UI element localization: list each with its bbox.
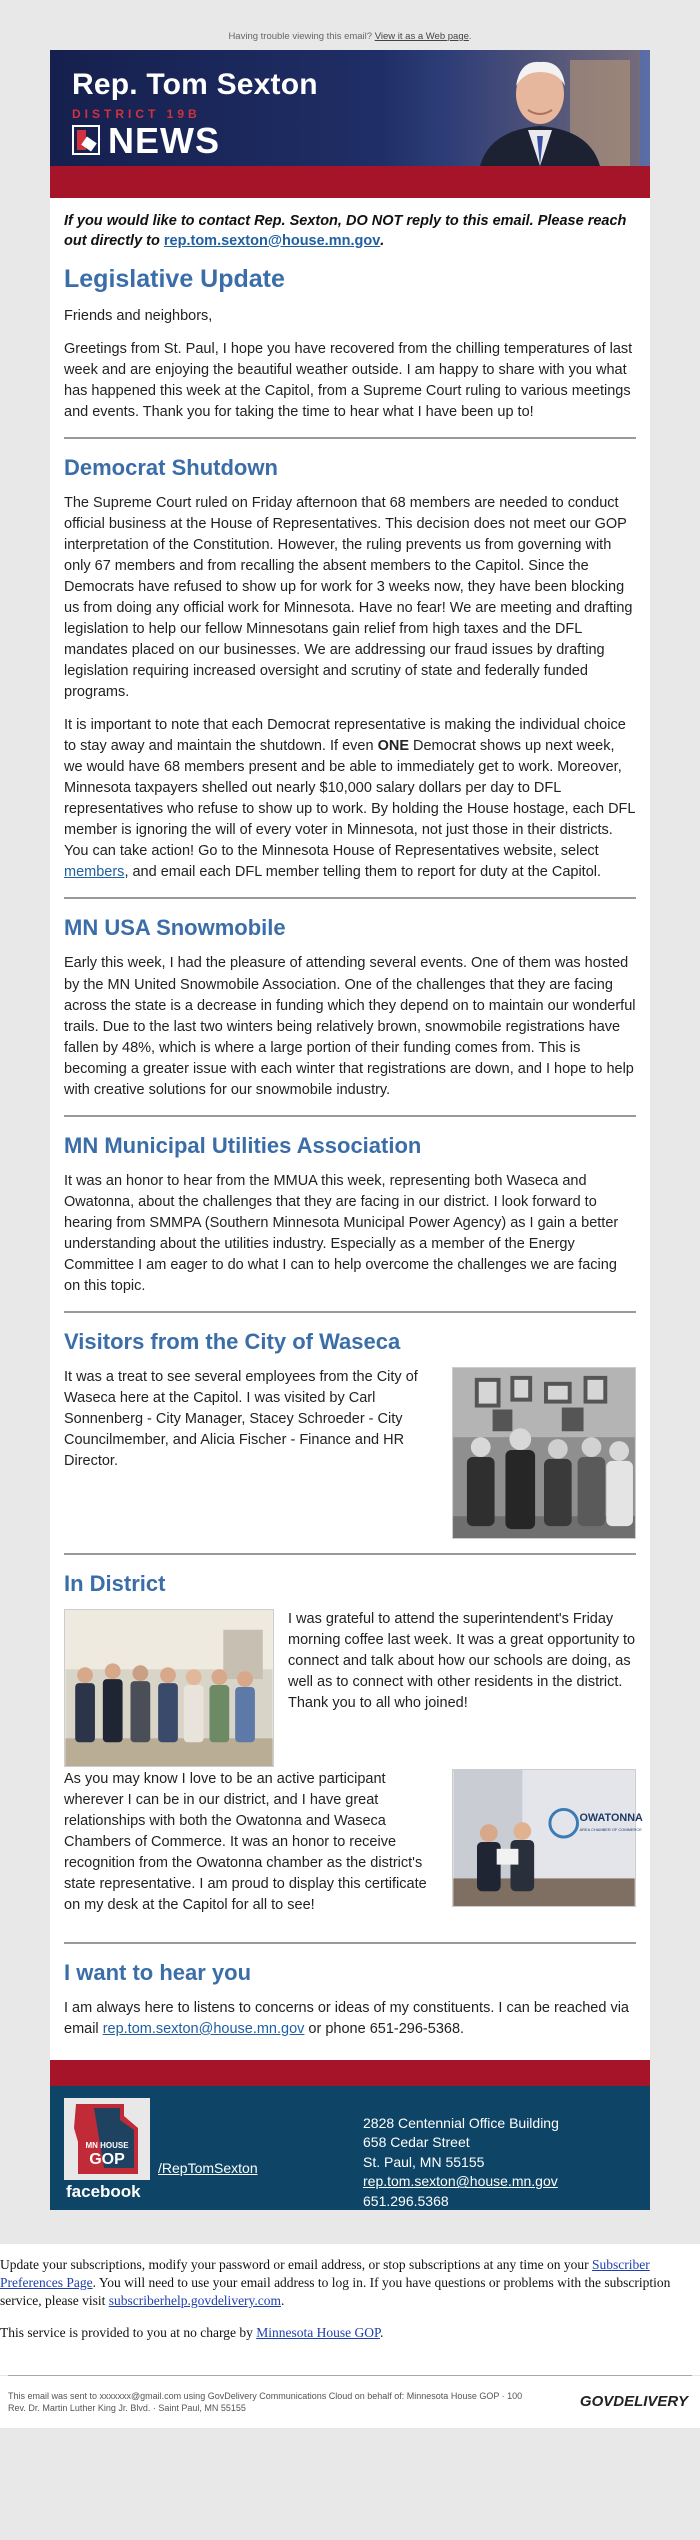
subscription-paragraph: Update your subscriptions, modify your password or email address, or stop subscriptions at any time on your Subscriber Preferences Page. You will need to use your email address to log in. If you have questions or problems with the subscription service, please visit subscriberhelp.govdelivery.com. (0, 2256, 671, 2309)
superintendent-coffee-photo (64, 1609, 274, 1767)
news-label: NEWS (108, 120, 220, 161)
subscription-info (0, 2244, 700, 2375)
shutdown-paragraph-2: It is important to note that each Democrat representative is making the individual choice to stay away and maintain the shutdown. If even ONE Democrat shows up next week, we would have 68 members present and be able to immediately get to work. Moreover, Minnesota taxpayers shelled out nearly $10,000 salary dollars per day to DFL representatives who refuse to show up to work. By holding the House hostage, each DFL member is ignoring the will of every voter in Minnesota, not just those in their districts. You can take action! Go to the Minnesota House of Representatives website, select members, and email each DFL member telling them to report for duty at the Capitol. (64, 717, 635, 881)
representative-portrait (440, 50, 640, 166)
mn-logo-icon (72, 125, 100, 155)
preheader-text: Having trouble viewing this email? (228, 31, 373, 42)
section-divider (64, 1942, 636, 1944)
provider-link[interactable]: Minnesota House GOP (256, 2325, 380, 2341)
waseca-row (64, 1367, 636, 1539)
in-district-title: In District (64, 1570, 166, 1596)
contact-note: If you would like to contact Rep. Sexton, DO NOT reply to this email. Please reach out directly to rep.tom.sexton@house.mn.gov. (64, 213, 627, 249)
snowmobile-paragraph: Early this week, I had the pleasure of attending several events. One of them was hosted by the MN United Snowmobile Association. One of the challenges that they are facing across the state is a decrease in funding which they depend on to maintain our wonderful trails. Due to the last two winters being relatively brown, snowmobile registrations have fallen by 48%, which is where a large portion of their funding comes from. This is becoming a greater issue with each winter that registrations are down, and I hope to help with creative solutions for our snowmobile industry. (64, 955, 636, 1098)
office-address (363, 2114, 559, 2212)
service-provider-paragraph: This service is provided to you at no charge by Minnesota House GOP. (0, 2325, 384, 2341)
waseca-title: Visitors from the City of Waseca (64, 1328, 401, 1354)
address-line-3: St. Paul, MN 55155 (363, 2153, 485, 2170)
logo-line-2: GOP (89, 2150, 125, 2168)
owatonna-sign-text: OWATONNA (579, 1811, 643, 1824)
section-divider (64, 1311, 636, 1313)
legislative-update-title: Legislative Update (64, 265, 285, 294)
intro-paragraph: Greetings from St. Paul, I hope you have recovered from the chilling temperatures of last week and are enjoying the beautiful weather outside. I am happy to share with you what has happened this week at the Capitol, from a Supreme Court ruling to various meetings and events. Thank you for taking the time to hear what I have been up to! (64, 341, 633, 421)
district-row-1 (64, 1609, 636, 1767)
representative-name: Rep. Tom Sexton (72, 68, 318, 101)
logo-line-1: MN HOUSE (85, 2140, 129, 2150)
govdelivery-logo[interactable]: GOVDELIVERY (579, 2392, 688, 2410)
header-red-bar (50, 166, 650, 198)
district-paragraph-2: As you may know I love to be an active participant wherever I can be in our district, and I have great relationships with both the Owatonna and Waseca Chambers of Commerce. It was an honor to receive recognition from the Owatonna chamber as the district's state representative. I am proud to display this certificate on my desk at the Capitol for all to see! (64, 1770, 427, 1913)
district-label: DISTRICT 19B (72, 107, 201, 121)
waseca-visitors-photo (452, 1367, 636, 1539)
legal-footer (0, 2376, 700, 2428)
district-paragraph-1: I was grateful to attend the superintendent's Friday morning coffee last week. It was a great opportunity to connect and talk about how our schools are doing, as well as to connect with other residents in the district. Thank you to all who joined! (288, 1610, 636, 1711)
footer (50, 2086, 650, 2210)
section-divider (64, 1553, 636, 1555)
footer-red-bar (50, 2060, 650, 2086)
footer-email-link[interactable]: rep.tom.sexton@house.mn.gov (363, 2173, 558, 2190)
header-banner (50, 50, 650, 166)
spacer (0, 2210, 700, 2244)
shutdown-title: Democrat Shutdown (64, 455, 278, 481)
hear-email-link[interactable]: rep.tom.sexton@house.mn.gov (102, 2020, 305, 2037)
utilities-paragraph: It was an honor to hear from the MMUA this week, representing both Waseca and Owatonna, about the challenges that they are facing in our district. I look forward to hearing from SMMPA (Southern Minnesota Municipal Power Agency) as I gain a better understanding about the utilities industry. Especially as a member of the Energy Committee I am eager to do what I can to help overcome the challenges we are facing on this topic. (64, 1172, 619, 1294)
facebook-icon[interactable]: facebook (66, 2181, 141, 2201)
owatonna-sign-subtext: AREA CHAMBER OF COMMERCE (579, 1826, 642, 1832)
district-row-2 (64, 1769, 643, 1928)
address-line-2: 658 Cedar Street (363, 2134, 470, 2151)
greeting: Friends and neighbors, (64, 308, 213, 325)
mn-house-gop-logo[interactable] (64, 2098, 150, 2180)
newsletter-content (50, 198, 650, 2060)
subscriber-preferences-link[interactable]: Subscriber Preferences Page (0, 2256, 650, 2291)
contact-email-link[interactable]: rep.tom.sexton@house.mn.gov (163, 232, 381, 249)
members-link[interactable]: members (64, 864, 125, 881)
section-divider (64, 1115, 636, 1117)
facebook-handle-link[interactable]: /RepTomSexton (158, 2159, 258, 2176)
legal-line-1: This email was sent to xxxxxxx@gmail.com using GovDelivery Communications Cloud on behalf of: Minnesota House GOP · 100 (8, 2390, 523, 2401)
email-body (50, 50, 650, 2210)
waseca-paragraph: It was a treat to see several employees from the City of Waseca here at the Capitol. I was visited by Carl Sonnenberg - City Manager, Stacey Schroeder - City Councilmember, and Alicia Fischer - Finance and HR Director. (64, 1368, 418, 1469)
shutdown-paragraph-1: The Supreme Court ruled on Friday afternoon that 68 members are needed to conduct official business at the House of Representatives. This decision does not meet our GOP interpretation of the Constitution. However, the ruling prevents us from governing with only 67 members and from recalling the absent members to the Capitol. Since the Democrats have refused to show up for work for 3 weeks now, they have been blocking us from doing any official work for Minnesota. Have no fear! We are meeting and drafting legislation to help our fellow Minnesotans gain relief from high taxes and the DFL mandates placed on our businesses. We are addressing our fraud issues by drafting legislation requiring increased oversight and scrutiny of state and federally funded programs. (64, 495, 633, 701)
section-divider (64, 437, 636, 439)
footer-phone: 651.296.5368 (363, 2192, 449, 2209)
hear-you-title: I want to hear you (64, 1959, 252, 1985)
snowmobile-title: MN USA Snowmobile (64, 915, 286, 941)
preheader: Having trouble viewing this email? View it as a Web page . (228, 31, 472, 42)
address-line-1: 2828 Centennial Office Building (363, 2114, 559, 2131)
section-divider (64, 897, 636, 899)
utilities-title: MN Municipal Utilities Association (64, 1132, 422, 1158)
legal-line-2: Rev. Dr. Martin Luther King Jr. Blvd. · Saint Paul, MN 55155 (8, 2402, 246, 2413)
subscriber-help-link[interactable]: subscriberhelp.govdelivery.com (108, 2293, 282, 2309)
hear-you-paragraph: I am always here to listens to concerns or ideas of my constituents. I can be reached via email rep.tom.sexton@house.mn.gov or phone 651-296-5368. (64, 1999, 629, 2037)
owatonna-chamber-photo (452, 1769, 643, 1907)
web-view-link[interactable]: View it as a Web page (374, 31, 469, 42)
